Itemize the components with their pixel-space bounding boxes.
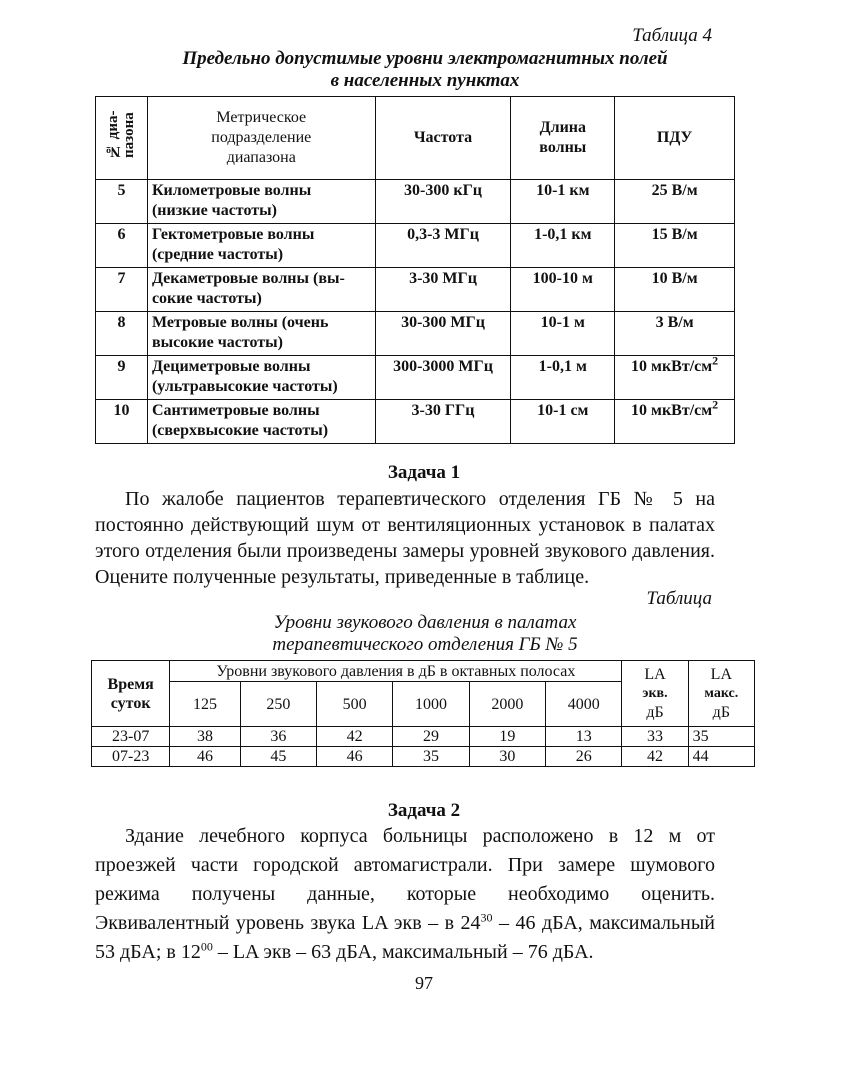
cell-freq: 300-3000 МГц <box>375 356 511 400</box>
header-pdu: ПДУ <box>615 97 735 180</box>
cell-la-max: 44 <box>688 747 754 767</box>
emf-limits-table <box>95 96 735 444</box>
cell-wave: 1-0,1 м <box>511 356 615 400</box>
sound-pressure-table <box>91 660 755 767</box>
cell-value: 19 <box>469 727 545 747</box>
cell-time: 07-23 <box>92 747 170 767</box>
header-frequency: Частота <box>375 97 511 180</box>
cell-wave: 100-10 м <box>511 268 615 312</box>
cell-name: Гектометровые волны (средние частоты) <box>147 224 375 268</box>
cell-value: 13 <box>546 727 622 747</box>
task1-text: По жалобе пациентов терапевтического отделения ГБ № 5 на постоянно действующий шум от вентиляционных установок в палатах этого отделения были произведены замеры уровней звукового давления. Оцените полученные результаты, приведенные в таблице. <box>95 488 715 588</box>
task1-heading: Задача 1 <box>387 462 461 483</box>
cell-freq: 30-300 МГц <box>375 312 511 356</box>
header-band: 2000 <box>469 682 545 727</box>
table-row <box>96 180 735 224</box>
cell-value: 38 <box>170 727 240 747</box>
table-row <box>96 312 735 356</box>
header-la-eq: LA экв. дБ <box>622 661 688 727</box>
cell-value: 45 <box>240 747 316 767</box>
cell-time: 23-07 <box>92 727 170 747</box>
cell-pdu: 25 В/м <box>615 180 735 224</box>
cell-value: 46 <box>317 747 393 767</box>
table-row <box>96 400 735 444</box>
cell-value: 46 <box>170 747 240 767</box>
header-band: 500 <box>317 682 393 727</box>
table-row <box>96 224 735 268</box>
cell-name: Метровые волны (очень высокие частоты) <box>147 312 375 356</box>
header-range-no: № диа-пазона <box>96 97 148 180</box>
cell-no: 6 <box>96 224 148 268</box>
table4-title-line2: в населенных пунктах <box>330 70 520 91</box>
cell-value: 26 <box>546 747 622 767</box>
header-time: Время суток <box>92 661 170 727</box>
cell-pdu: 15 В/м <box>615 224 735 268</box>
header-band: 250 <box>240 682 316 727</box>
header-band: 4000 <box>546 682 622 727</box>
cell-value: 36 <box>240 727 316 747</box>
cell-value: 29 <box>393 727 469 747</box>
cell-name: Декаметровые волны (вы- сокие частоты) <box>147 268 375 312</box>
cell-freq: 3-30 МГц <box>375 268 511 312</box>
cell-la-eq: 42 <box>622 747 688 767</box>
cell-value: 35 <box>393 747 469 767</box>
cell-freq: 30-300 кГц <box>375 180 511 224</box>
table2-title-line1: Уровни звукового давления в палатах <box>273 612 577 633</box>
header-subdivision: Метрическое подразделение диапазона <box>147 97 375 180</box>
table4-title <box>95 48 755 92</box>
header-la-max: LA макс. дБ <box>688 661 754 727</box>
cell-wave: 10-1 м <box>511 312 615 356</box>
header-wavelength: Длина волны <box>511 97 615 180</box>
table-row <box>96 268 735 312</box>
task2-text: Здание лечебного корпуса больницы расположено в 12 м от проезжей части городской автомагистрали. При замере шумового режима получены данные, которые необходимо оценить. Эквивалентный уровень звука LA экв – в $24^{30} - 46$ дБА, максимальный 53 дБА; в $12^{00}$ – LA экв – 63 дБА, максимальный – 76 дБА. <box>95 825 715 963</box>
cell-no: 5 <box>96 180 148 224</box>
cell-no: 9 <box>96 356 148 400</box>
cell-wave: 1-0,1 км <box>511 224 615 268</box>
table4-label: Таблица 4 <box>632 25 712 46</box>
cell-name: Километровые волны (низкие частоты) <box>147 180 375 224</box>
table-header-row <box>96 97 735 180</box>
cell-la-eq: 33 <box>622 727 688 747</box>
table2-title-line2: терапевтического отделения ГБ № 5 <box>272 634 578 655</box>
table-row <box>92 727 755 747</box>
cell-name: Сантиметровые волны (сверхвысокие частоты) <box>147 400 375 444</box>
header-band: 125 <box>170 682 240 727</box>
table2-title <box>95 612 755 656</box>
table-row <box>92 747 755 767</box>
cell-no: 10 <box>96 400 148 444</box>
cell-no: 7 <box>96 268 148 312</box>
table-row <box>96 356 735 400</box>
page-number: 97 <box>415 973 433 993</box>
cell-freq: 3-30 ГГц <box>375 400 511 444</box>
cell-pdu: 3 В/м <box>615 312 735 356</box>
cell-wave: 10-1 км <box>511 180 615 224</box>
table4-title-line1: Предельно допустимые уровни электромагнитных полей <box>182 48 668 69</box>
task2-heading: Задача 2 <box>387 800 461 821</box>
cell-no: 8 <box>96 312 148 356</box>
cell-value: 30 <box>469 747 545 767</box>
table2-label: Таблица <box>646 588 712 609</box>
cell-pdu: 10 В/м <box>615 268 735 312</box>
cell-wave: 10-1 см <box>511 400 615 444</box>
cell-pdu: 10 мкВт/$см^2$ <box>615 356 735 400</box>
cell-value: 42 <box>317 727 393 747</box>
cell-name: Дециметровые волны (ультравысокие частоты) <box>147 356 375 400</box>
cell-pdu: 10 мкВт/$см^2$ <box>615 400 735 444</box>
cell-la-max: 35 <box>688 727 754 747</box>
header-band: 1000 <box>393 682 469 727</box>
cell-freq: 0,3-3 МГц <box>375 224 511 268</box>
table-header-row <box>92 661 755 682</box>
header-levels: Уровни звукового давления в дБ в октавных полосах <box>170 661 622 682</box>
